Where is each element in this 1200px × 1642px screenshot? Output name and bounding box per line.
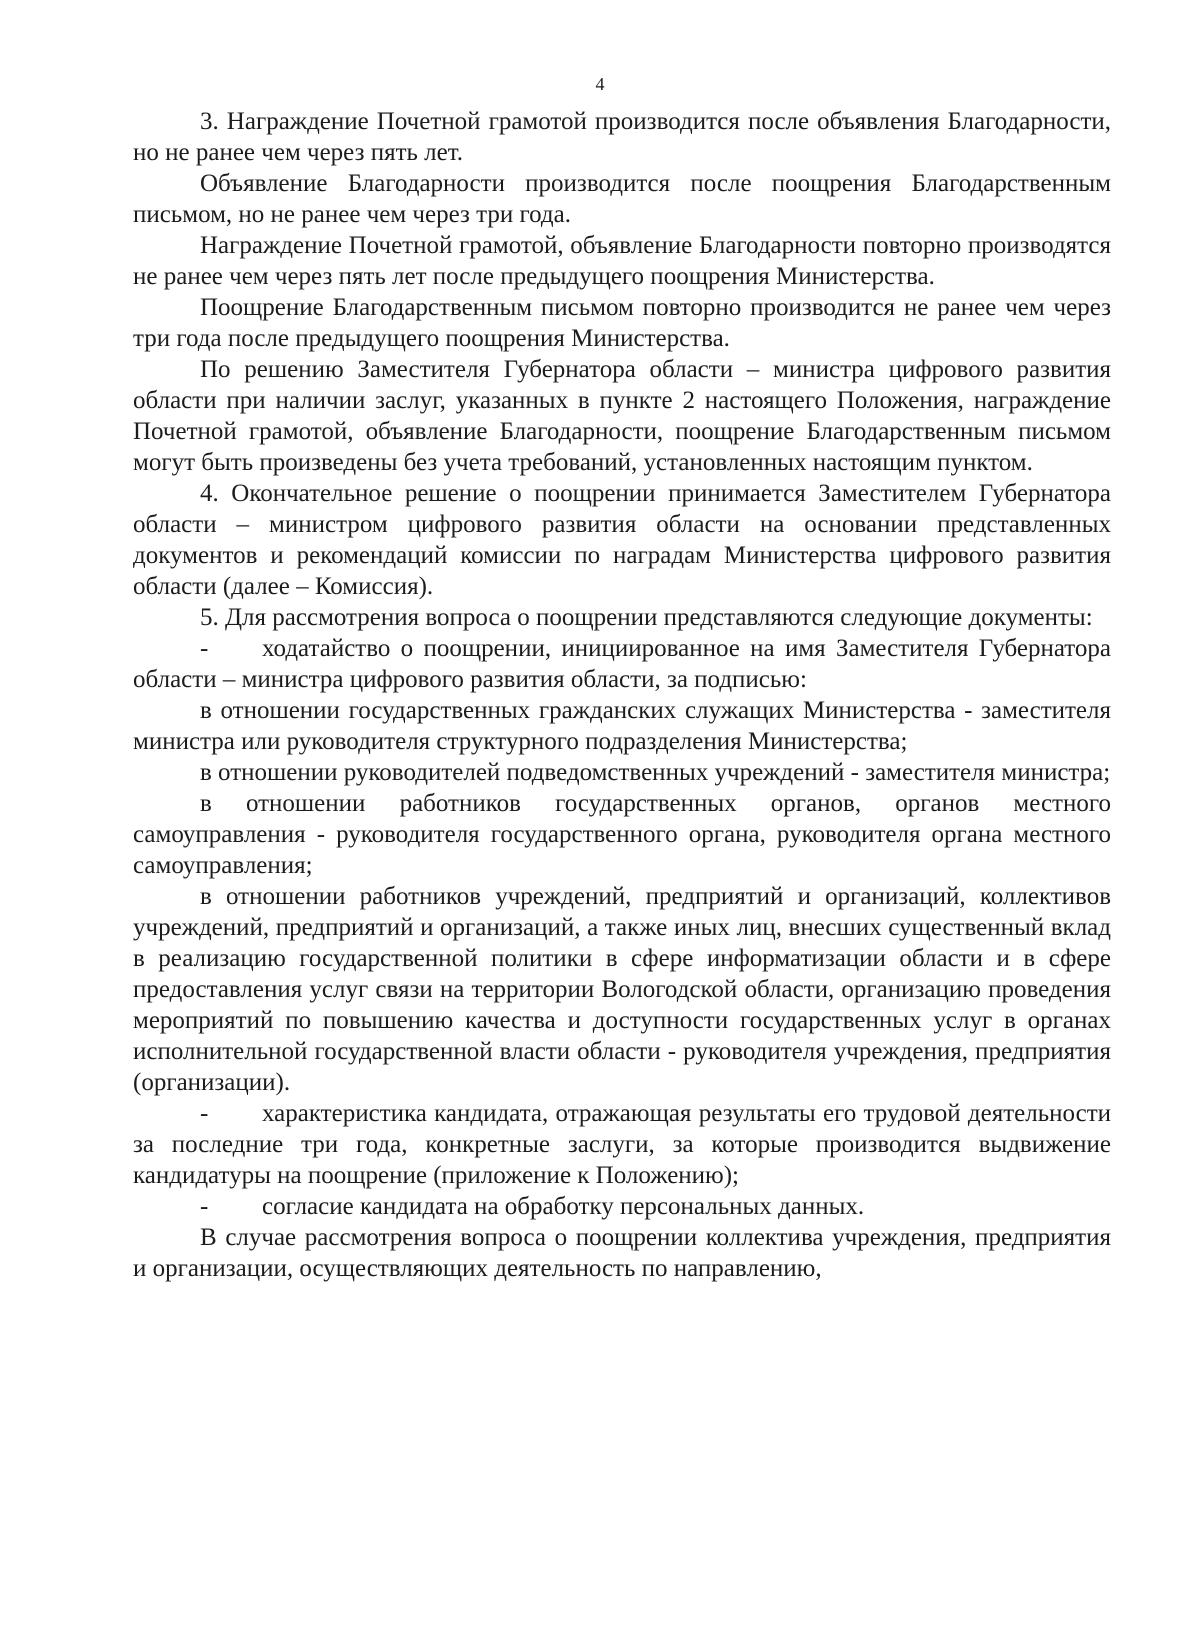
paragraph [133,757,1111,788]
paragraph-text: Награждение Почетной грамотой, объявление Благодарности повторно производятся не ранее чем через пять лет после предыдущего поощрения Министерства. [133,232,1111,290]
list-dash: - [200,1193,209,1220]
paragraph-text: В случае рассмотрения вопроса о поощрении коллектива учреждения, предприятия и организации, осуществляющих деятельность по направлению, [133,1224,1111,1282]
list-dash: - [200,635,209,662]
paragraph [133,788,1111,881]
list-item-text: характеристика кандидата, отражающая результаты его трудовой деятельности за последние три года, конкретные заслуги, за которые производится выдвижение кандидатуры на поощрение (приложение к Положению); [133,1100,1111,1189]
list-item [133,1098,1111,1191]
paragraph [133,292,1111,354]
document-body [133,106,1111,1284]
page-number: 4 [595,74,605,94]
paragraph [133,354,1111,478]
paragraph [133,1222,1111,1284]
paragraph-text: По решению Заместителя Губернатора области – министра цифрового развития области при наличии заслуг, указанных в пункте 2 настоящего Положения, награждение Почетной грамотой, объявление Благодарности, поощрение Благодарственным письмом могут быть произведены без учета требований, установленных настоящим пунктом. [133,356,1111,476]
paragraph-text: в отношении работников учреждений, предприятий и организаций, коллективов учреждений, предприятий и организаций, а также иных лиц, внесших существенный вклад в реализацию государственной политики в сфере информатизации области и в сфере предоставления услуг связи на территории Вологодской области, организацию проведения мероприятий по повышению качества и доступности государственных услуг в органах исполнительной государственной власти области - руководителя учреждения, предприятия (организации). [133,883,1111,1096]
paragraph-text: 3. Награждение Почетной грамотой производится после объявления Благодарности, но не ранее чем через пять лет. [133,108,1111,166]
list-item [133,1191,1111,1222]
paragraph [133,106,1111,168]
paragraph [133,168,1111,230]
paragraph-text: в отношении работников государственных органов, органов местного самоуправления - руководителя государственного органа, руководителя органа местного самоуправления; [133,790,1111,879]
list-dash: - [200,1100,209,1127]
list-item-text: ходатайство о поощрении, инициированное на имя Заместителя Губернатора области – министра цифрового развития области, за подписью: [133,635,1111,693]
list-item [133,633,1111,695]
list-item-text: согласие кандидата на обработку персональных данных. [262,1193,865,1220]
paragraph-text: 4. Окончательное решение о поощрении принимается Заместителем Губернатора области – министром цифрового развития области на основании представленных документов и рекомендаций комиссии по наградам Министерства цифрового развития области (далее – Комиссия). [133,480,1111,600]
paragraph [133,881,1111,1098]
paragraph [133,695,1111,757]
paragraph [133,602,1111,633]
paragraph-text: в отношении руководителей подведомственных учреждений - заместителя министра; [200,759,1111,786]
paragraph [133,478,1111,602]
paragraph-text: Поощрение Благодарственным письмом повторно производится не ранее чем через три года после предыдущего поощрения Министерства. [133,294,1111,352]
paragraph-text: в отношении государственных гражданских служащих Министерства - заместителя министра или руководителя структурного подразделения Министерства; [133,697,1111,755]
paragraph [133,230,1111,292]
paragraph-text: Объявление Благодарности производится после поощрения Благодарственным письмом, но не ранее чем через три года. [133,170,1111,228]
paragraph-text: 5. Для рассмотрения вопроса о поощрении представляются следующие документы: [200,604,1093,631]
